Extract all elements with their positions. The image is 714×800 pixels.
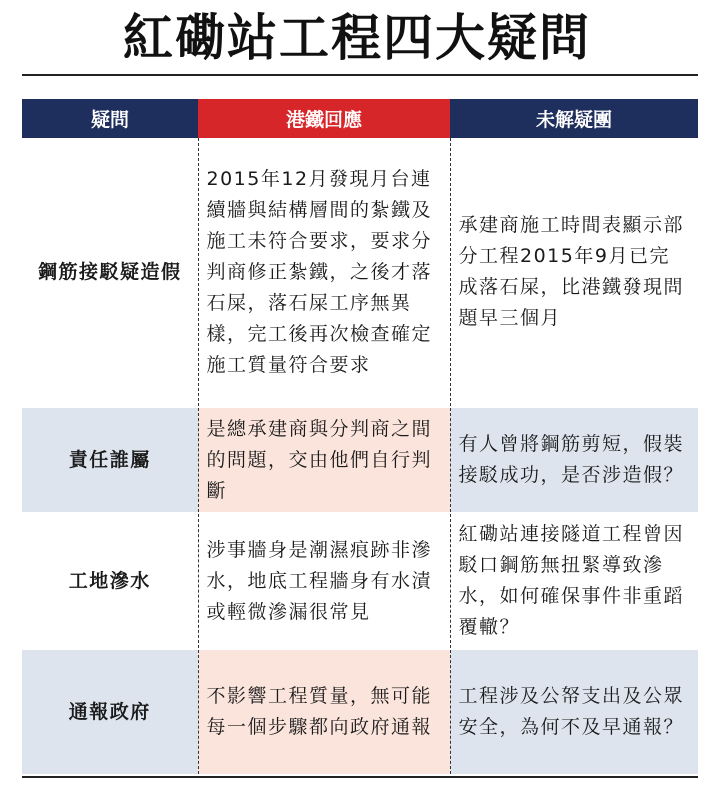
top-divider <box>22 74 698 76</box>
topic-cell: 鋼筋接駁疑造假 <box>22 138 198 407</box>
bottom-divider <box>22 776 698 778</box>
response-cell: 是總承建商與分判商之間的問題，交由他們自行判斷 <box>198 407 450 513</box>
response-cell: 不影響工程質量，無可能每一個步驟都向政府通報 <box>198 649 450 775</box>
topic-cell: 工地滲水 <box>22 513 198 649</box>
unsolved-cell: 承建商施工時間表顯示部分工程2015年9月已完成落石屎，比港鐵發現問題早三個月 <box>450 138 698 407</box>
unsolved-cell: 紅磡站連接隧道工程曾因駁口鋼筋無扭緊導致滲水，如何確保事件非重蹈覆轍？ <box>450 513 698 649</box>
table-header-row <box>22 99 698 138</box>
topic-cell: 通報政府 <box>22 649 198 775</box>
response-cell: 2015年12月發現月台連續牆與結構層間的紮鐵及施工未符合要求，要求分判商修正紮鐵，之後才落石屎，落石屎工序無異樣，完工後再次檢查確定施工質量符合要求 <box>198 138 450 407</box>
page-title: 紅磡站工程四大疑問 <box>123 8 591 67</box>
unsolved-cell: 有人曾將鋼筋剪短，假裝接駁成功，是否涉造假？ <box>450 407 698 513</box>
header-unsolved-doubts: 未解疑團 <box>450 99 698 138</box>
topic-cell: 責任誰屬 <box>22 407 198 513</box>
header-question: 疑問 <box>22 99 198 138</box>
table-row <box>22 138 698 407</box>
table-row <box>22 407 698 513</box>
questions-table <box>22 99 698 776</box>
unsolved-cell: 工程涉及公帑支出及公眾安全，為何不及早通報？ <box>450 649 698 775</box>
table-row <box>22 513 698 649</box>
response-cell: 涉事牆身是潮濕痕跡非滲水，地底工程牆身有水漬或輕微滲漏很常見 <box>198 513 450 649</box>
table-row <box>22 649 698 775</box>
header-mtr-response: 港鐵回應 <box>198 99 450 138</box>
